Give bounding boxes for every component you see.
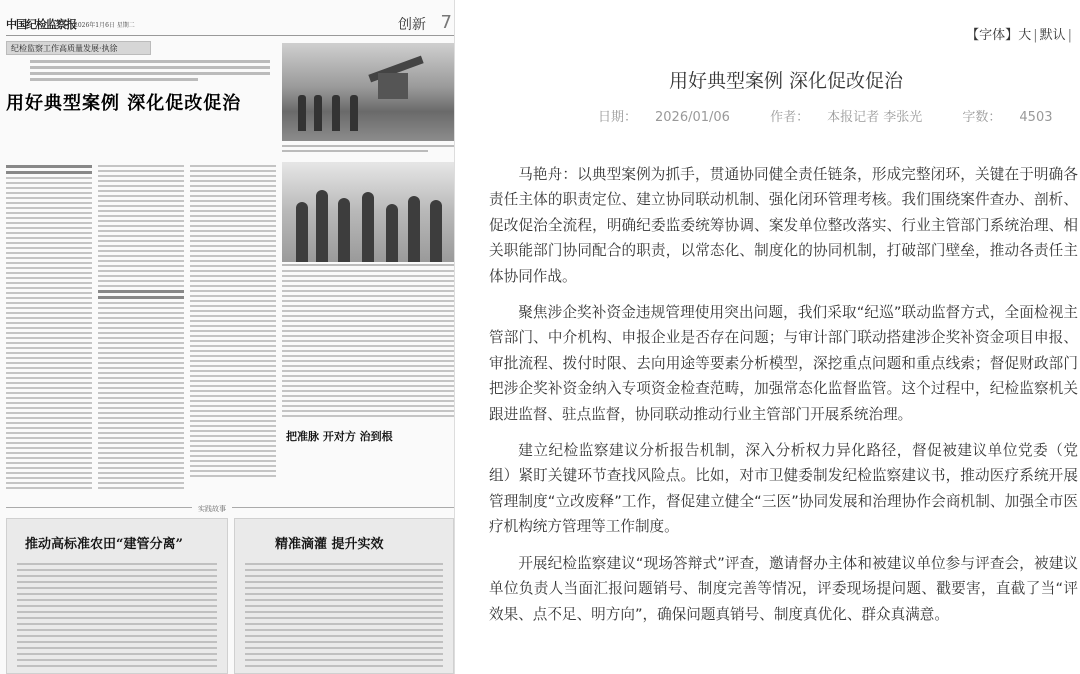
newspaper-column-2 [98,165,184,505]
author-label: 作者： [770,110,810,125]
article-author: 本报记者 李张光 [827,110,923,125]
newspaper-headline: 用好典型案例 深化促改促治 [6,93,242,114]
bottom-right-story [234,518,454,674]
bottom-right-story-title: 精准滴灌 提升实效 [275,537,384,552]
newspaper-body-columns [6,165,276,505]
article-paragraph: 建立纪检监察建议分析报告机制，深入分析权力异化路径，督促被建议单位党委（党组）紧盯关键环节查找风险点。比如，对市卫健委制发纪检监察建议书，推动医疗系统开展管理制度“立改废释”工作，督促建立健全“三医”协同发展和治理协作会商机制、加强全市医疗机构统方管理等工作制度。 [489,442,1078,536]
newspaper-column-3 [190,165,276,505]
article-paragraph: 马艳舟：以典型案例为抓手，贯通协同健全责任链条，形成完整闭环，关键在于明确各责任主体的职责定位、建立协同联动机制、强化闭环管理考核。我们围绕案件查办、剖析、促改促治全流程，明确纪委监委统筹协调、案发单位整改落实、行业主管部门系统治理、相关职能部门协同配合的职责，以常态化、制度化的协同机制，打破部门壁垒，推动各责任主体协同作战。 [489,166,1078,285]
article-date: 2026/01/06 [655,110,730,125]
column-ribbon-label: 纪检监察工作高质量发展·执徐 [11,44,118,53]
newspaper-column-1 [6,165,92,505]
font-size-large-link[interactable]: 大 [1018,28,1032,43]
bottom-left-story-title: 推动高标准农田“建管分离” [25,537,183,552]
group-visit-photo [282,162,454,262]
newspaper-logo: 中国纪检监察报 [6,18,76,31]
newspaper-masthead [6,14,454,36]
photo1-caption [282,145,454,155]
newspaper-subheadline: 把准脉 开对方 治到根 [286,430,393,443]
article-wordcount: 4503 [1019,110,1053,125]
article-paragraph: 开展纪检监察建议“现场答辩式”评查，邀请督办主体和被建议单位参与评查会，被建议单位负责人当面汇报问题销号、制度完善等情况，评委现场提问题、戳要害，直截了当“评效果、点不足、明方向”，确保问题真销号、制度真优化、群众真满意。 [489,554,1078,623]
article-title: 用好典型案例 深化促改促治 [668,70,904,92]
font-size-switcher: 【字体】大 | 默认 | [966,28,1072,43]
article-panel [456,0,1080,674]
article-paragraph: 聚焦涉企奖补资金违规管理使用突出问题，我们采取“纪巡”联动监督方式，全面检视主管部门、中介机构、申报企业是否存在问题；与审计部门联动搭建涉企奖补资金项目申报、审批流程、拨付时限、去向用途等要素分析模型，深挖重点问题和重点线索；督促财政部门把涉企奖补资金纳入专项资金检查范畴，加强常态化监督监管。这个过程中，纪检监察机关跟进监督、驻点监督，协同联动推动行业主管部门开展系统治理。 [489,304,1078,423]
font-size-default-link[interactable]: 默认 [1039,28,1066,43]
column-ribbon [6,41,151,55]
excavator-field-photo [282,43,454,141]
newspaper-right-columns [282,270,454,510]
wordcount-label: 字数： [962,110,1002,125]
newspaper-page-number: 7 [440,12,452,33]
article-body [489,162,1078,638]
font-size-label: 【字体】 [966,28,1019,43]
newspaper-date: 2026年1月6日 星期二 [74,22,135,29]
article-abstract-block [30,60,270,84]
bottom-left-story [6,518,228,674]
practice-story-label: 实践故事 [192,504,232,514]
newspaper-page-image [0,0,455,674]
article-meta [598,106,1080,125]
photo2-caption [282,264,454,269]
newspaper-section: 创新 [398,17,426,33]
date-label: 日期： [598,110,638,125]
